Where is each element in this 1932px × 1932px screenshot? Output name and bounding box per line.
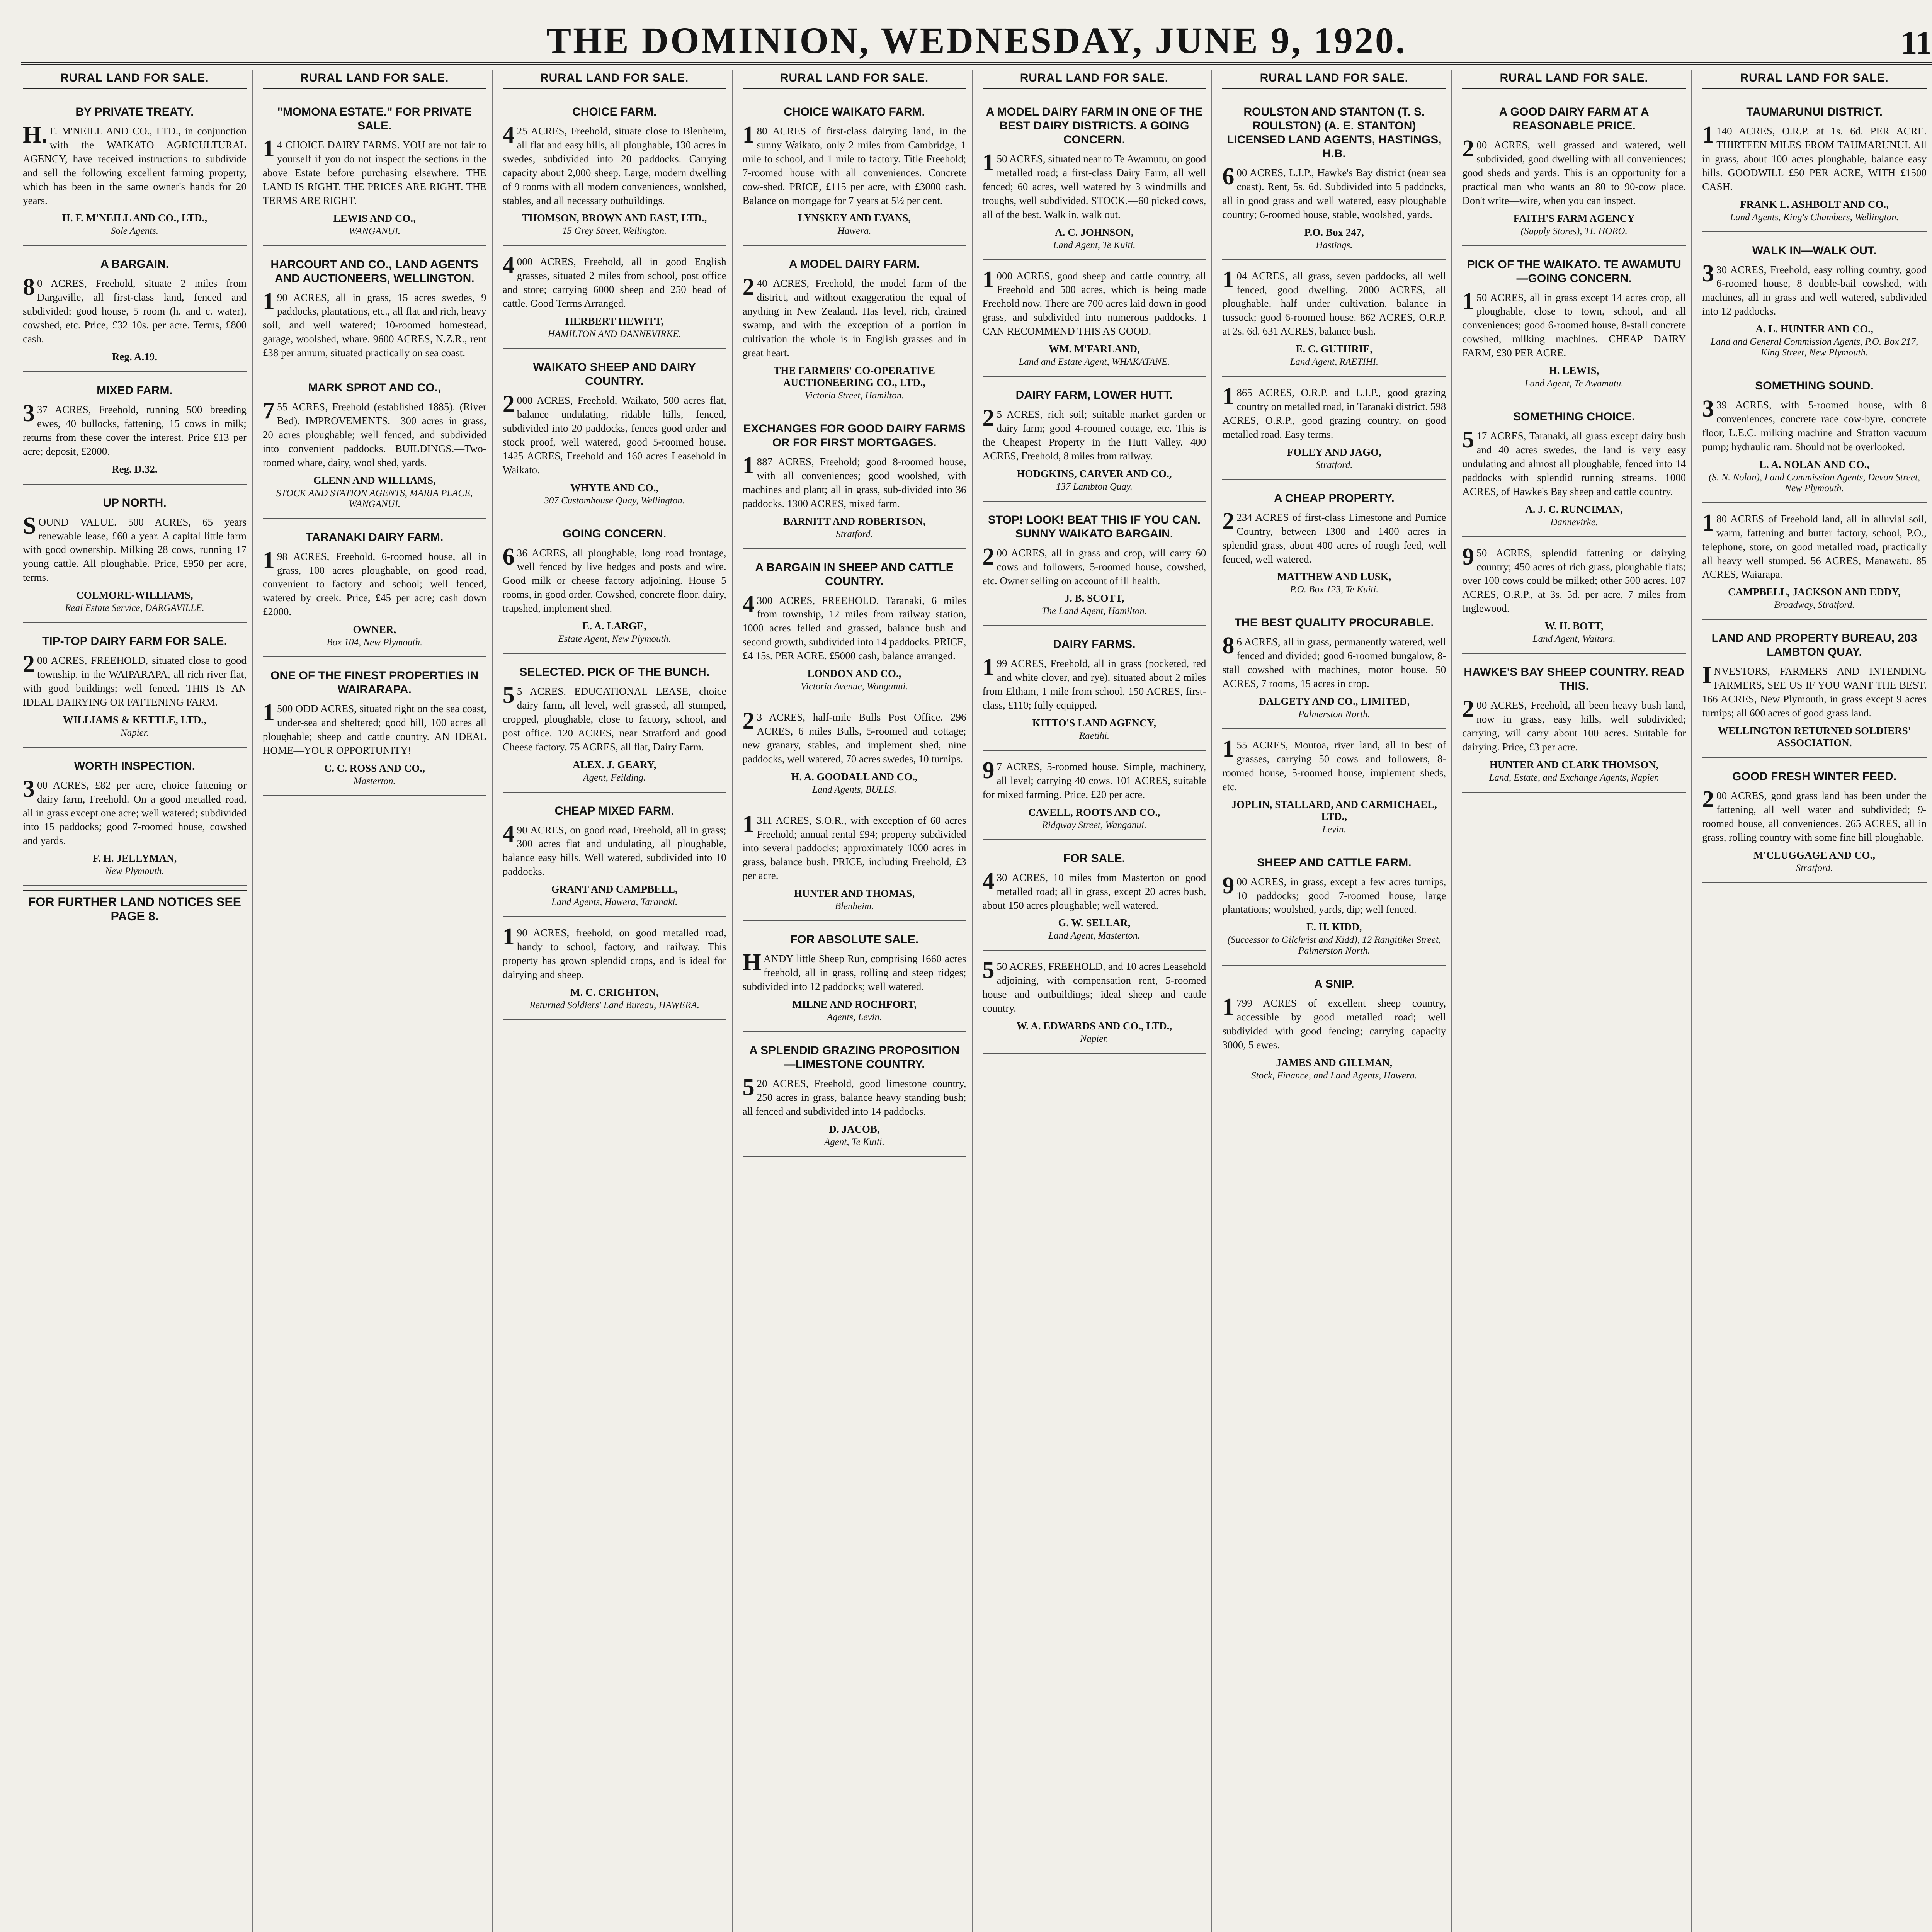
column-1: [21, 70, 253, 1932]
ad-body: 180 ACRES of first-class dairying land, in the sunny Waikato, only 2 miles from Cambridge, 1 mile to school, and 1 mile to factory. Title Freehold; 7-roomed house with all conveniences. Concrete cow-shed. PRICE, £115 per acre, with £3000 cash. Balance on mortgage for 7 years at 5½ per cent.: [742, 122, 966, 206]
ad-heading: SOMETHING CHOICE.: [1513, 410, 1635, 423]
ad-advertiser: HODGKINS, CARVER AND CO.,: [1017, 468, 1172, 480]
ad-body: 97 ACRES, 5-roomed house. Simple, machinery, all level; carrying 40 cows. 101 ACRES, suitable for mixed farming. Price, £20 per acre.: [982, 757, 1206, 800]
ad-advertiser: J. B. SCOTT,: [1064, 592, 1124, 604]
ad-advertiser: DALGETY AND CO., LIMITED,: [1259, 696, 1410, 707]
ad-advertiser: P.O. Box 247,: [1304, 226, 1364, 238]
classified-ad: [743, 250, 966, 410]
classified-ad: [743, 414, 966, 549]
ad-body: 190 ACRES, freehold, on good metalled road, handy to school, factory, and railway. This property has grown splendid crops, and is ideal for dairying and sheep.: [502, 923, 726, 980]
classified-ad: [23, 488, 247, 623]
ad-body: 200 ACRES, well grassed and watered, well subdivided, good dwelling with all conveniences; good sheds and yards. This is an opportunity for a practical man who wants an 80 to 90-cow place. Don't write—wire, when you can inspect.: [1462, 136, 1686, 206]
ad-advertiser: E. A. LARGE,: [582, 620, 647, 632]
ad-address: Palmerston North.: [1298, 709, 1370, 720]
ad-heading: EXCHANGES FOR GOOD DAIRY FARMS OR FOR FIRST MORTGAGES.: [743, 422, 966, 449]
ad-address: Land Agents, BULLS.: [812, 784, 896, 795]
ad-body: 80 ACRES, Freehold, situate 2 miles from Dargaville, all first-class land, fenced and subdivided; good house, 5 room (h. and c. water), cowshed, etc. Price, £32 10s. per acre. Terms, £800 cash.: [23, 274, 247, 345]
ad-advertiser: MILNE AND ROCHFORT,: [792, 998, 917, 1010]
ad-body: 900 ACRES, in grass, except a few acres turnips, 10 paddocks; good 7-roomed house, large plantations; woolshed, yards, dip; well fenced.: [1222, 872, 1446, 915]
ad-body: 1311 ACRES, S.O.R., with exception of 60 acres Freehold; annual rental £94; property subdivided into several paddocks; approximately 1000 acres in grass, balance bush. PRICE, including Freehold, £3 per acre.: [742, 811, 966, 882]
ad-body: 1887 ACRES, Freehold; good 8-roomed house, with all conveniences; good woolshed, with machines and plant; all in grass, sub-divided into 36 paddocks. 1300 ACRES, mixed farm.: [742, 452, 966, 509]
classified-ad: [1462, 541, 1686, 654]
column-3: [501, 70, 733, 1932]
ad-body: 200 ACRES, good grass land has been under the fattening, all well water and subdivided; 9-roomed house, all conveniences. 265 ACRES, all in grass, rolling country with some fine hill ploughable.: [1702, 786, 1927, 843]
ad-address: Land Agent, Masterton.: [1048, 930, 1140, 941]
ad-address: Dannevirke.: [1550, 517, 1598, 527]
ad-advertiser: A. C. JOHNSON,: [1055, 226, 1134, 238]
classified-ad: [1222, 97, 1446, 260]
ad-body: 155 ACRES, Moutoa, river land, all in best of grasses, carrying 50 cows and followers, 8-roomed house, 5-roomed house, implement sheds, etc.: [1222, 736, 1446, 793]
ad-address: Napier.: [120, 727, 149, 738]
ad-body: 23 ACRES, half-mile Bulls Post Office. 296 ACRES, 6 miles Bulls, 5-roomed and cottage; new granary, stables, and implement shed, nine paddocks, well watered, 70 acres swedes, 10 turnips.: [742, 708, 966, 765]
ad-address: Agents, Levin.: [827, 1012, 882, 1022]
ad-body: 330 ACRES, Freehold, easy rolling country, good 6-roomed house, 8 double-bail cowshed, with machines, all in grass and well watered, subdivided into 12 paddocks.: [1702, 260, 1927, 317]
ad-heading: CHOICE FARM.: [572, 105, 657, 118]
ad-address: 15 Grey Street, Wellington.: [562, 226, 667, 236]
ad-heading: A MODEL DAIRY FARM IN ONE OF THE BEST DAIRY DISTRICTS. A GOING CONCERN.: [986, 105, 1202, 146]
column-heading: RURAL LAND FOR SALE.: [503, 70, 726, 89]
ad-body: 1000 ACRES, good sheep and cattle country, all Freehold and 500 acres, which is being made Freehold now. There are 700 acres laid down in good grass, and subdivided into numerous paddocks. I CAN RECOMMEND THIS AS GOOD.: [982, 266, 1206, 337]
ad-advertiser: COLMORE-WILLIAMS,: [76, 589, 193, 601]
ad-address: Land and General Commission Agents, P.O. Box 217, King Street, New Plymouth.: [1710, 337, 1918, 358]
classified-ad: [1222, 608, 1446, 729]
ad-advertiser: WILLIAMS & KETTLE, LTD.,: [63, 714, 206, 726]
ad-heading: TARANAKI DAIRY FARM.: [306, 531, 444, 544]
ad-body: 520 ACRES, Freehold, good limestone country, 250 acres in grass, balance heavy standing bush; all fenced and subdivided into 14 paddocks.: [742, 1074, 966, 1117]
ad-advertiser: OWNER,: [353, 624, 396, 636]
column-2: [261, 70, 493, 1932]
classified-ad: [743, 1036, 966, 1157]
classified-ad: [1222, 381, 1446, 480]
ad-address: Land, Estate, and Exchange Agents, Napier.: [1489, 772, 1659, 783]
ad-heading: SELECTED. PICK OF THE BUNCH.: [519, 666, 710, 679]
ad-heading: ONE OF THE FINEST PROPERTIES IN WAIRARAPA.: [270, 669, 479, 696]
ad-advertiser: GRANT AND CAMPBELL,: [551, 883, 678, 895]
ad-heading: MARK SPROT AND CO.,: [308, 381, 441, 395]
column-heading: RURAL LAND FOR SALE.: [263, 70, 486, 89]
ad-body: 150 ACRES, situated near to Te Awamutu, on good metalled road; a first-class Dairy Farm, all well fenced; 60 acres, well watered by 3 windmills and troughs, well subdivided. STOCK.—60 picked cows, all of the best. Walk in, walk out.: [982, 150, 1206, 220]
ad-heading: A CHEAP PROPERTY.: [1274, 492, 1395, 505]
ad-address: Stock, Finance, and Land Agents, Hawera.: [1251, 1070, 1417, 1081]
ad-body: HANDY little Sheep Run, comprising 1660 acres freehold, all in grass, rolling and steep ridges; subdivided into 12 paddocks; well watered.: [742, 949, 966, 992]
ad-heading: CHOICE WAIKATO FARM.: [784, 105, 925, 118]
ad-heading: MIXED FARM.: [97, 384, 173, 397]
ad-advertiser: Reg. A.19.: [112, 350, 157, 362]
classified-ad: [263, 97, 486, 246]
ad-address: Land and Estate Agent, WHAKATANE.: [1019, 357, 1170, 367]
ad-advertiser: BARNITT AND ROBERTSON,: [783, 515, 926, 527]
classified-ad: [23, 97, 247, 246]
ad-heading: WALK IN—WALK OUT.: [1752, 244, 1877, 257]
classified-ad: [263, 373, 486, 519]
ad-address: Raetihi.: [1079, 731, 1110, 742]
classified-ad: [503, 921, 726, 1020]
ad-heading: A BARGAIN.: [100, 258, 169, 271]
ad-advertiser: LYNSKEY AND EVANS,: [798, 212, 911, 224]
masthead: [21, 15, 1932, 65]
classified-ad: [263, 523, 486, 658]
ad-advertiser: LEWIS AND CO.,: [333, 212, 416, 224]
ad-advertiser: HUNTER AND THOMAS,: [794, 888, 915, 900]
column-4: [741, 70, 973, 1932]
ad-heading: TIP-TOP DAIRY FARM FOR SALE.: [42, 635, 227, 648]
classified-ad: [983, 505, 1206, 626]
column-5: [981, 70, 1213, 1932]
ad-body: 180 ACRES of Freehold land, all in alluvial soil, warm, fattening and butter factory, school, P.O., telephone, store, on good metalled road, practically all heavy well stumped. 56 ACRES, Manawatu. 85 ACRES, Waiarapa.: [1702, 509, 1927, 580]
ad-advertiser: WELLINGTON RETURNED SOLDIERS' ASSOCIATION.: [1718, 724, 1911, 748]
classified-ad: [1462, 250, 1686, 399]
ad-address: Agent, Te Kuiti.: [824, 1136, 885, 1147]
ad-body: 339 ACRES, with 5-roomed house, with 8 conveniences, concrete race cow-byre, concrete floor, L.E.C. milking machine and Stratton vacuum pump; hydraulic ram. Should not be overlooked.: [1702, 396, 1927, 452]
ad-advertiser: FRANK L. ASHBOLT AND CO.,: [1740, 198, 1889, 210]
classified-ad: [23, 627, 247, 748]
ad-body: 1500 ODD ACRES, situated right on the sea coast, under-sea and sheltered; good hill, 100 acres all ploughable; sheep and cattle country. AN IDEAL HOME—YOUR OPPORTUNITY!: [262, 699, 486, 756]
ad-address: (Successor to Gilchrist and Kidd), 12 Rangitikei Street, Palmerston North.: [1227, 935, 1441, 956]
ad-heading: GOOD FRESH WINTER FEED.: [1732, 770, 1897, 783]
ad-advertiser: GLENN AND WILLIAMS,: [313, 474, 436, 486]
classified-ad: [983, 264, 1206, 377]
column-heading: RURAL LAND FOR SALE.: [23, 70, 247, 89]
ad-address: Stratford.: [1796, 862, 1833, 873]
classified-ad: [503, 353, 726, 515]
ad-address: Land Agents, King's Chambers, Wellington.: [1730, 212, 1899, 223]
ad-body: 755 ACRES, Freehold (established 1885). (River Bed). IMPROVEMENTS.—300 acres in grass, 20 acres ploughable; well fenced, and subdivided into convenient paddocks. BUILDINGS.—Two-roomed whare, dairy, wool shed, yards.: [262, 398, 486, 468]
ad-heading: FOR ABSOLUTE SALE.: [790, 933, 919, 946]
ad-heading: UP NORTH.: [103, 496, 167, 509]
classified-ad: [503, 658, 726, 793]
newspaper-title: THE DOMINION, WEDNESDAY, JUNE 9, 1920.: [546, 20, 1407, 61]
ad-advertiser: H. A. GOODALL AND CO.,: [791, 770, 918, 782]
ad-advertiser: CAMPBELL, JACKSON AND EDDY,: [1728, 586, 1901, 598]
classified-ad: [503, 796, 726, 917]
classified-ad: [503, 250, 726, 349]
ad-body: 55 ACRES, EDUCATIONAL LEASE, choice dairy farm, all level, well grassed, all stumped, cropped, ploughable, close to factory, school, and post office. 120 ACRES, near Stratford and good Cheese factory. 75 ACRES, all flat, Dairy Farm.: [502, 682, 726, 753]
ad-body: 1865 ACRES, O.R.P. and L.I.P., good grazing country on metalled road, in Taranaki district. 598 ACRES, O.R.P., good grazing country, on good metalled road. Easy terms.: [1222, 383, 1446, 440]
ad-body: 300 ACRES, £82 per acre, choice fattening or dairy farm, Freehold. On a good metalled road, all in grass except one acre; well watered; subdivided into 15 paddocks; good 7-roomed house, cowshed and yards.: [23, 776, 247, 847]
classified-ad: [263, 661, 486, 796]
ad-address: (Supply Stores), TE HORO.: [1520, 226, 1628, 236]
ad-body: 550 ACRES, FREEHOLD, and 10 acres Leasehold adjoining, with compensation rent, 5-roomed house and outbuildings; ideal sheep and cattle country.: [982, 957, 1206, 1014]
ad-advertiser: W. H. BOTT,: [1544, 620, 1604, 632]
ad-address: Stratford.: [1316, 459, 1353, 470]
ad-body: INVESTORS, FARMERS AND INTENDING FARMERS, SEE US IF YOU WANT THE BEST. 166 ACRES, New Plymouth, in grass except 9 acres turnips; all 600 acres of good grass land.: [1702, 662, 1927, 719]
classified-ad: [1462, 402, 1686, 537]
classified-ad: [1462, 97, 1686, 246]
ad-heading: WORTH INSPECTION.: [74, 759, 196, 772]
ad-body: 190 ACRES, all in grass, 15 acres swedes, 9 paddocks, plantations, etc., all flat and rich, heavy soil, and well watered; 10-roomed homestead, garage, woolshed, whare. 9600 ACRES, N.Z.R., rent £38 per annum, situated practically on sea coast.: [262, 288, 486, 359]
ad-address: STOCK AND STATION AGENTS, MARIA PLACE, WANGANUI.: [276, 488, 473, 509]
ad-address: Estate Agent, New Plymouth.: [558, 634, 671, 645]
ad-advertiser: A. L. HUNTER AND CO.,: [1755, 323, 1873, 335]
ad-advertiser: MATTHEW AND LUSK,: [1277, 571, 1391, 583]
ad-heading: WAIKATO SHEEP AND DAIRY COUNTRY.: [533, 361, 696, 388]
footer-note: FOR FURTHER LAND NOTICES SEE PAGE 8.: [23, 890, 247, 923]
ad-advertiser: G. W. SELLAR,: [1058, 917, 1131, 929]
ad-heading: A SNIP.: [1314, 978, 1354, 991]
column-7: [1461, 70, 1692, 1932]
ad-heading: BY PRIVATE TREATY.: [75, 105, 194, 118]
ad-body: 25 ACRES, rich soil; suitable market garden or dairy farm; good 4-roomed cottage, etc. This is the Cheapest Property in the Hutt Valley. 400 ACRES, Freehold, 8 miles from railway.: [982, 405, 1206, 462]
ad-advertiser: L. A. NOLAN AND CO.,: [1759, 458, 1870, 470]
ad-advertiser: F. H. JELLYMAN,: [92, 852, 177, 864]
ad-body: 517 ACRES, Taranaki, all grass except dairy bush and 40 acres swedes, the land is very easy undulating and almost all ploughable, fenced into 14 paddocks with splendid running streams. 1000 ACRES, of Hawke's Bay sheep and cattle country.: [1462, 427, 1686, 497]
ad-body: 150 ACRES, all in grass except 14 acres crop, all ploughable, close to town, school, and all conveniences; good 6-roomed house, 8-stall concrete cowshed, milking machines. CHEAP DAIRY FARM, £30 PER ACRE.: [1462, 288, 1686, 359]
classified-ad: [1222, 484, 1446, 605]
ad-address: Hastings.: [1316, 240, 1353, 250]
ad-advertiser: H. LEWIS,: [1549, 365, 1599, 377]
ad-advertiser: C. C. ROSS AND CO.,: [324, 762, 425, 774]
ad-advertiser: M'CLUGGAGE AND CO.,: [1753, 849, 1876, 861]
ad-body: 200 ACRES, all in grass and crop, will carry 60 cows and followers, 5-roomed house, cowshed, etc. Owner selling on account of ill health.: [982, 543, 1206, 587]
classified-ad: [1702, 371, 1927, 503]
classified-ad: [23, 376, 247, 485]
classified-ad: [1222, 264, 1446, 377]
ad-body: 4000 ACRES, Freehold, all in good English grasses, situated 2 miles from school, post office and store; carrying 6000 sheep and 250 head of cattle. Good Terms Arranged.: [502, 252, 726, 310]
classified-ad: [743, 705, 966, 804]
ad-body: 337 ACRES, Freehold, running 500 breeding ewes, 40 bullocks, fattening, 15 cows in milk; returns from these cover the interest. Price £13 per acre; deposit, £2000.: [23, 400, 247, 457]
classified-ad: [743, 925, 966, 1032]
ad-address: Real Estate Service, DARGAVILLE.: [65, 603, 204, 614]
ad-heading: DAIRY FARMS.: [1053, 638, 1136, 651]
ad-address: Victoria Street, Hamilton.: [804, 390, 904, 401]
ad-advertiser: JOPLIN, STALLARD, AND CARMICHAEL, LTD.,: [1231, 798, 1437, 822]
ad-address: Broadway, Stratford.: [1774, 600, 1855, 611]
ad-heading: SHEEP AND CATTLE FARM.: [1257, 856, 1412, 869]
ad-address: Land Agent, RAETIHI.: [1290, 357, 1379, 367]
ad-heading: HARCOURT AND CO., LAND AGENTS AND AUCTIONEERS, WELLINGTON.: [270, 258, 479, 285]
ad-address: (S. N. Nolan), Land Commission Agents, Devon Street, New Plymouth.: [1708, 472, 1920, 493]
ad-heading: STOP! LOOK! BEAT THIS IF YOU CAN. SUNNY WAIKATO BARGAIN.: [988, 513, 1201, 540]
ad-advertiser: W. A. EDWARDS AND CO., LTD.,: [1016, 1020, 1172, 1032]
ad-advertiser: THE FARMERS' CO-OPERATIVE AUCTIONEERING CO., LTD.,: [774, 364, 935, 388]
classified-ad: [1702, 97, 1927, 232]
ad-body: 636 ACRES, all ploughable, long road frontage, well fenced by live hedges and posts and wire. Good milk or cheese factory adjoining. House 5 rooms, in good order. Cowshed, concrete floor, dairy, trapshed, implement shed.: [502, 543, 726, 614]
ad-heading: THE BEST QUALITY PROCURABLE.: [1234, 616, 1434, 629]
classified-ad: [983, 630, 1206, 751]
classified-ad: [983, 954, 1206, 1054]
classified-ad: [743, 97, 966, 246]
ad-advertiser: M. C. CRIGHTON,: [570, 986, 659, 998]
ad-body: 200 ACRES, Freehold, all been heavy bush land, now in grass, easy hills, well subdivided; carrying, will carry about 100 acres. Suitable for dairying. Price, £3 per acre.: [1462, 696, 1686, 753]
ad-advertiser: A. J. C. RUNCIMAN,: [1525, 503, 1623, 515]
ad-advertiser: WHYTE AND CO.,: [570, 481, 659, 493]
ad-heading: LAND AND PROPERTY BUREAU, 203 LAMBTON QUAY.: [1711, 632, 1917, 659]
ad-body: 1799 ACRES of excellent sheep country, accessible by good metalled road; well subdivided with good fencing; carrying capacity 3000, 5 ewes.: [1222, 994, 1446, 1051]
ad-advertiser: WM. M'FARLAND,: [1049, 343, 1140, 355]
column-heading: RURAL LAND FOR SALE.: [1462, 70, 1686, 89]
ad-body: 14 CHOICE DAIRY FARMS. YOU are not fair to yourself if you do not inspect the sections in the above Estate before purchasing elsewhere. THE LAND IS RIGHT. THE PRICES ARE RIGHT. THE TERMS ARE RIGHT.: [262, 136, 486, 206]
classified-ad: [503, 97, 726, 246]
ad-body: 1140 ACRES, O.R.P. at 1s. 6d. PER ACRE. THIRTEEN MILES FROM TAUMARUNUI. All in grass, about 100 acres ploughable, balance easy hills. GOODWILL £50 PER ACRE, WITH £1500 CASH.: [1702, 122, 1927, 192]
classified-ad: [983, 97, 1206, 260]
ad-advertiser: KITTO'S LAND AGENCY,: [1032, 717, 1156, 729]
ad-heading: SOMETHING SOUND.: [1755, 379, 1874, 393]
ad-body: 600 ACRES, L.I.P., Hawke's Bay district (near sea coast). Rent, 5s. 6d. Subdivided into 5 paddocks, all in good grass and well watered, easy ploughable country; 6-roomed house, stable, woolshed, yards.: [1222, 163, 1446, 220]
ad-heading: A GOOD DAIRY FARM AT A REASONABLE PRICE.: [1499, 105, 1649, 132]
page-number: 11: [1900, 24, 1932, 61]
ad-body: 425 ACRES, Freehold, situate close to Blenheim, all flat and easy hills, all ploughable, 130 acres in swedes, subdivided into 20 paddocks. Carrying capacity about 2,000 sheep. Large, modern dwelling of 9 rooms with all modern conveniences, woolshed, stables, and all necessary outbuildings.: [502, 122, 726, 206]
ad-heading: PICK OF THE WAIKATO. TE AWAMUTU—GOING CONCERN.: [1467, 258, 1681, 285]
ad-address: 307 Customhouse Quay, Wellington.: [544, 495, 685, 506]
classified-ad: [1702, 762, 1927, 883]
classified-ad: [983, 381, 1206, 502]
ad-heading: HAWKE'S BAY SHEEP COUNTRY. READ THIS.: [1464, 666, 1684, 693]
ad-advertiser: ALEX. J. GEARY,: [573, 759, 656, 770]
classified-ad: [1222, 848, 1446, 966]
ad-body: 198 ACRES, Freehold, 6-roomed house, all in grass, 100 acres ploughable, on good road, convenient to factory and school; well fenced, watered by creek. Price, £45 per acre; cash down £2000.: [262, 547, 486, 618]
ad-address: Hawera.: [837, 226, 871, 236]
classified-ad: [503, 519, 726, 654]
ad-advertiser: E. H. KIDD,: [1306, 921, 1362, 933]
classified-ad: [1702, 624, 1927, 758]
ad-body: 2000 ACRES, Freehold, Waikato, 500 acres flat, balance undulating, ridable hills, fenced, subdivided into 20 paddocks, fences good order and stock proof, well watered, good 5-roomed house. 1425 ACRES, Freehold and 160 acres Leasehold in Waikato.: [502, 391, 726, 476]
ad-heading: A MODEL DAIRY FARM.: [789, 258, 920, 271]
ad-body: 240 ACRES, Freehold, the model farm of the district, and without exaggeration the equal of anything in New Zealand. Has level, rich, drained swamp, and with the exception of a portion in cultivation the whole is in English grasses and in great heart.: [742, 274, 966, 359]
ad-heading: FOR SALE.: [1063, 852, 1125, 865]
ad-address: 137 Lambton Quay.: [1056, 481, 1133, 492]
ad-advertiser: THOMSON, BROWN AND EAST, LTD.,: [522, 212, 707, 224]
ad-address: Masterton.: [353, 776, 396, 786]
classified-ad: [743, 553, 966, 702]
ad-heading: A BARGAIN IN SHEEP AND CATTLE COUNTRY.: [755, 561, 954, 588]
column-heading: RURAL LAND FOR SALE.: [1702, 70, 1927, 89]
ad-address: Stratford.: [836, 529, 873, 539]
ad-advertiser: H. F. M'NEILL AND CO., LTD.,: [62, 212, 207, 224]
ad-body: 2234 ACRES of first-class Limestone and Pumice Country, between 1300 and 1400 acres in splendid grass, about 400 acres of rough feed, well fenced, well watered.: [1222, 508, 1446, 565]
ad-address: Victoria Avenue, Wanganui.: [801, 681, 908, 692]
ad-advertiser: LONDON AND CO.,: [807, 668, 901, 680]
classified-ad: [1222, 969, 1446, 1090]
ad-address: Land Agent, Waitara.: [1532, 634, 1616, 645]
classified-ad: [983, 844, 1206, 951]
classified-ad: [1702, 507, 1927, 620]
ad-address: Land Agent, Te Awamutu.: [1524, 378, 1624, 389]
column-6: [1221, 70, 1452, 1932]
ad-advertiser: HERBERT HEWITT,: [565, 315, 664, 327]
ad-heading: A SPLENDID GRAZING PROPOSITION —LIMESTONE COUNTRY.: [749, 1044, 960, 1071]
ad-address: Land Agent, Te Kuiti.: [1053, 240, 1136, 250]
ad-body: 950 ACRES, splendid fattening or dairying country; 450 acres of rich grass, ploughable flats; over 100 cows could be milked; other 500 acres. 107 ACRES, O.R.P., at 3s. 5d. per acre, 7 miles from Inglewood.: [1462, 543, 1686, 614]
ad-advertiser: E. C. GUTHRIE,: [1296, 343, 1373, 355]
column-heading: RURAL LAND FOR SALE.: [983, 70, 1206, 89]
ad-heading: "MOMONA ESTATE." FOR PRIVATE SALE.: [277, 105, 472, 132]
ad-address: Napier.: [1080, 1034, 1109, 1044]
ad-body: SOUND VALUE. 500 ACRES, 65 years renewable lease, £60 a year. A capital little farm with good ownership. Milking 28 cows, running 17 young cattle. All ploughable. Price, £950 per acre, terms.: [23, 512, 247, 583]
ad-address: Returned Soldiers' Land Bureau, HAWERA.: [529, 1000, 699, 1010]
ad-address: HAMILTON AND DANNEVIRKE.: [548, 329, 681, 340]
classified-columns: [21, 70, 1932, 1932]
classified-ad: [23, 752, 247, 886]
ad-address: Levin.: [1322, 824, 1346, 835]
classified-ad: [1222, 733, 1446, 844]
column-8: [1701, 70, 1932, 1932]
ad-address: Blenheim.: [835, 901, 874, 912]
classified-ad: [1462, 658, 1686, 793]
ad-address: Sole Agents.: [111, 226, 158, 236]
ad-heading: DAIRY FARM, LOWER HUTT.: [1015, 389, 1173, 402]
ad-body: 4300 ACRES, FREEHOLD, Taranaki, 6 miles from township, 12 miles from railway station, 1000 acres felled and grassed, balance bush and second growth, subdivided into 14 paddocks. PRICE, £4 15s. PER ACRE. £5000 cash, balance arranged.: [742, 591, 966, 662]
ad-heading: TAUMARUNUI DISTRICT.: [1746, 105, 1883, 118]
ad-address: Agent, Feilding.: [583, 772, 646, 783]
ad-body: 199 ACRES, Freehold, all in grass (pocketed, red and white clover, and rye), situated about 2 miles from Eltham, 1 mile from school, 150 ACRES, first-class, £110; fully equipped.: [982, 654, 1206, 711]
classified-ad: [23, 250, 247, 372]
ad-address: The Land Agent, Hamilton.: [1041, 606, 1147, 617]
ad-advertiser: Reg. D.32.: [112, 463, 158, 475]
ad-body: 490 ACRES, on good road, Freehold, all in grass; 300 acres flat and undulating, all ploughable, balance easy hills. Well watered, subdivided into 10 paddocks.: [502, 820, 726, 878]
column-heading: RURAL LAND FOR SALE.: [743, 70, 966, 89]
ad-heading: ROULSTON AND STANTON (T. S. ROULSTON) (A. E. STANTON) LICENSED LAND AGENTS, HASTINGS, H.B.: [1227, 105, 1442, 160]
ad-body: H.F. M'NEILL AND CO., LTD., in conjunction with the WAIKATO AGRICULTURAL AGENCY, have received instructions to subdivide and sell the following excellent farming property, which has been in the same owner's hands for 20 years.: [23, 122, 247, 206]
classified-ad: [263, 250, 486, 370]
classified-ad: [1702, 236, 1927, 368]
classified-ad: [983, 755, 1206, 840]
ad-advertiser: FOLEY AND JAGO,: [1287, 446, 1381, 458]
ad-address: Box 104, New Plymouth.: [327, 637, 423, 648]
ad-body: 86 ACRES, all in grass, permanently watered, well fenced and divided; good 6-roomed bungalow, 8-stall cowshed with machines, motor house. 50 ACRES, 7 rooms, 15 acres in crop.: [1222, 633, 1446, 690]
ad-advertiser: JAMES AND GILLMAN,: [1276, 1057, 1393, 1068]
ad-address: WANGANUI.: [349, 226, 401, 236]
ad-address: Land Agents, Hawera, Taranaki.: [551, 897, 678, 908]
ad-address: Ridgway Street, Wanganui.: [1042, 820, 1147, 830]
ad-address: P.O. Box 123, Te Kuiti.: [1290, 584, 1379, 595]
ad-heading: GOING CONCERN.: [563, 527, 667, 540]
ad-body: 104 ACRES, all grass, seven paddocks, all well fenced, good dwelling. 2000 ACRES, all ploughable, half under cultivation, balance in tussock; good 6-roomed house. 862 ACRES, O.R.P. at 2s. 6d. 631 ACRES, balance bush.: [1222, 266, 1446, 337]
classified-ad: [743, 808, 966, 922]
ad-advertiser: FAITH'S FARM AGENCY: [1513, 212, 1635, 224]
ad-body: 430 ACRES, 10 miles from Masterton on good metalled road; all in grass, except 20 acres bush, about 150 acres ploughable; well watered.: [982, 868, 1206, 911]
ad-body: 200 ACRES, FREEHOLD, situated close to good township, in the WAIPARAPA, all rich river flat, with good buildings; well fenced. THIS IS AN IDEAL DAIRYING OR FATTENING FARM.: [23, 651, 247, 708]
ad-advertiser: HUNTER AND CLARK THOMSON,: [1489, 759, 1659, 770]
column-heading: RURAL LAND FOR SALE.: [1222, 70, 1446, 89]
ad-advertiser: CAVELL, ROOTS AND CO.,: [1028, 806, 1160, 818]
ad-heading: CHEAP MIXED FARM.: [554, 804, 674, 817]
ad-advertiser: D. JACOB,: [829, 1123, 880, 1135]
ad-address: New Plymouth.: [105, 866, 164, 877]
